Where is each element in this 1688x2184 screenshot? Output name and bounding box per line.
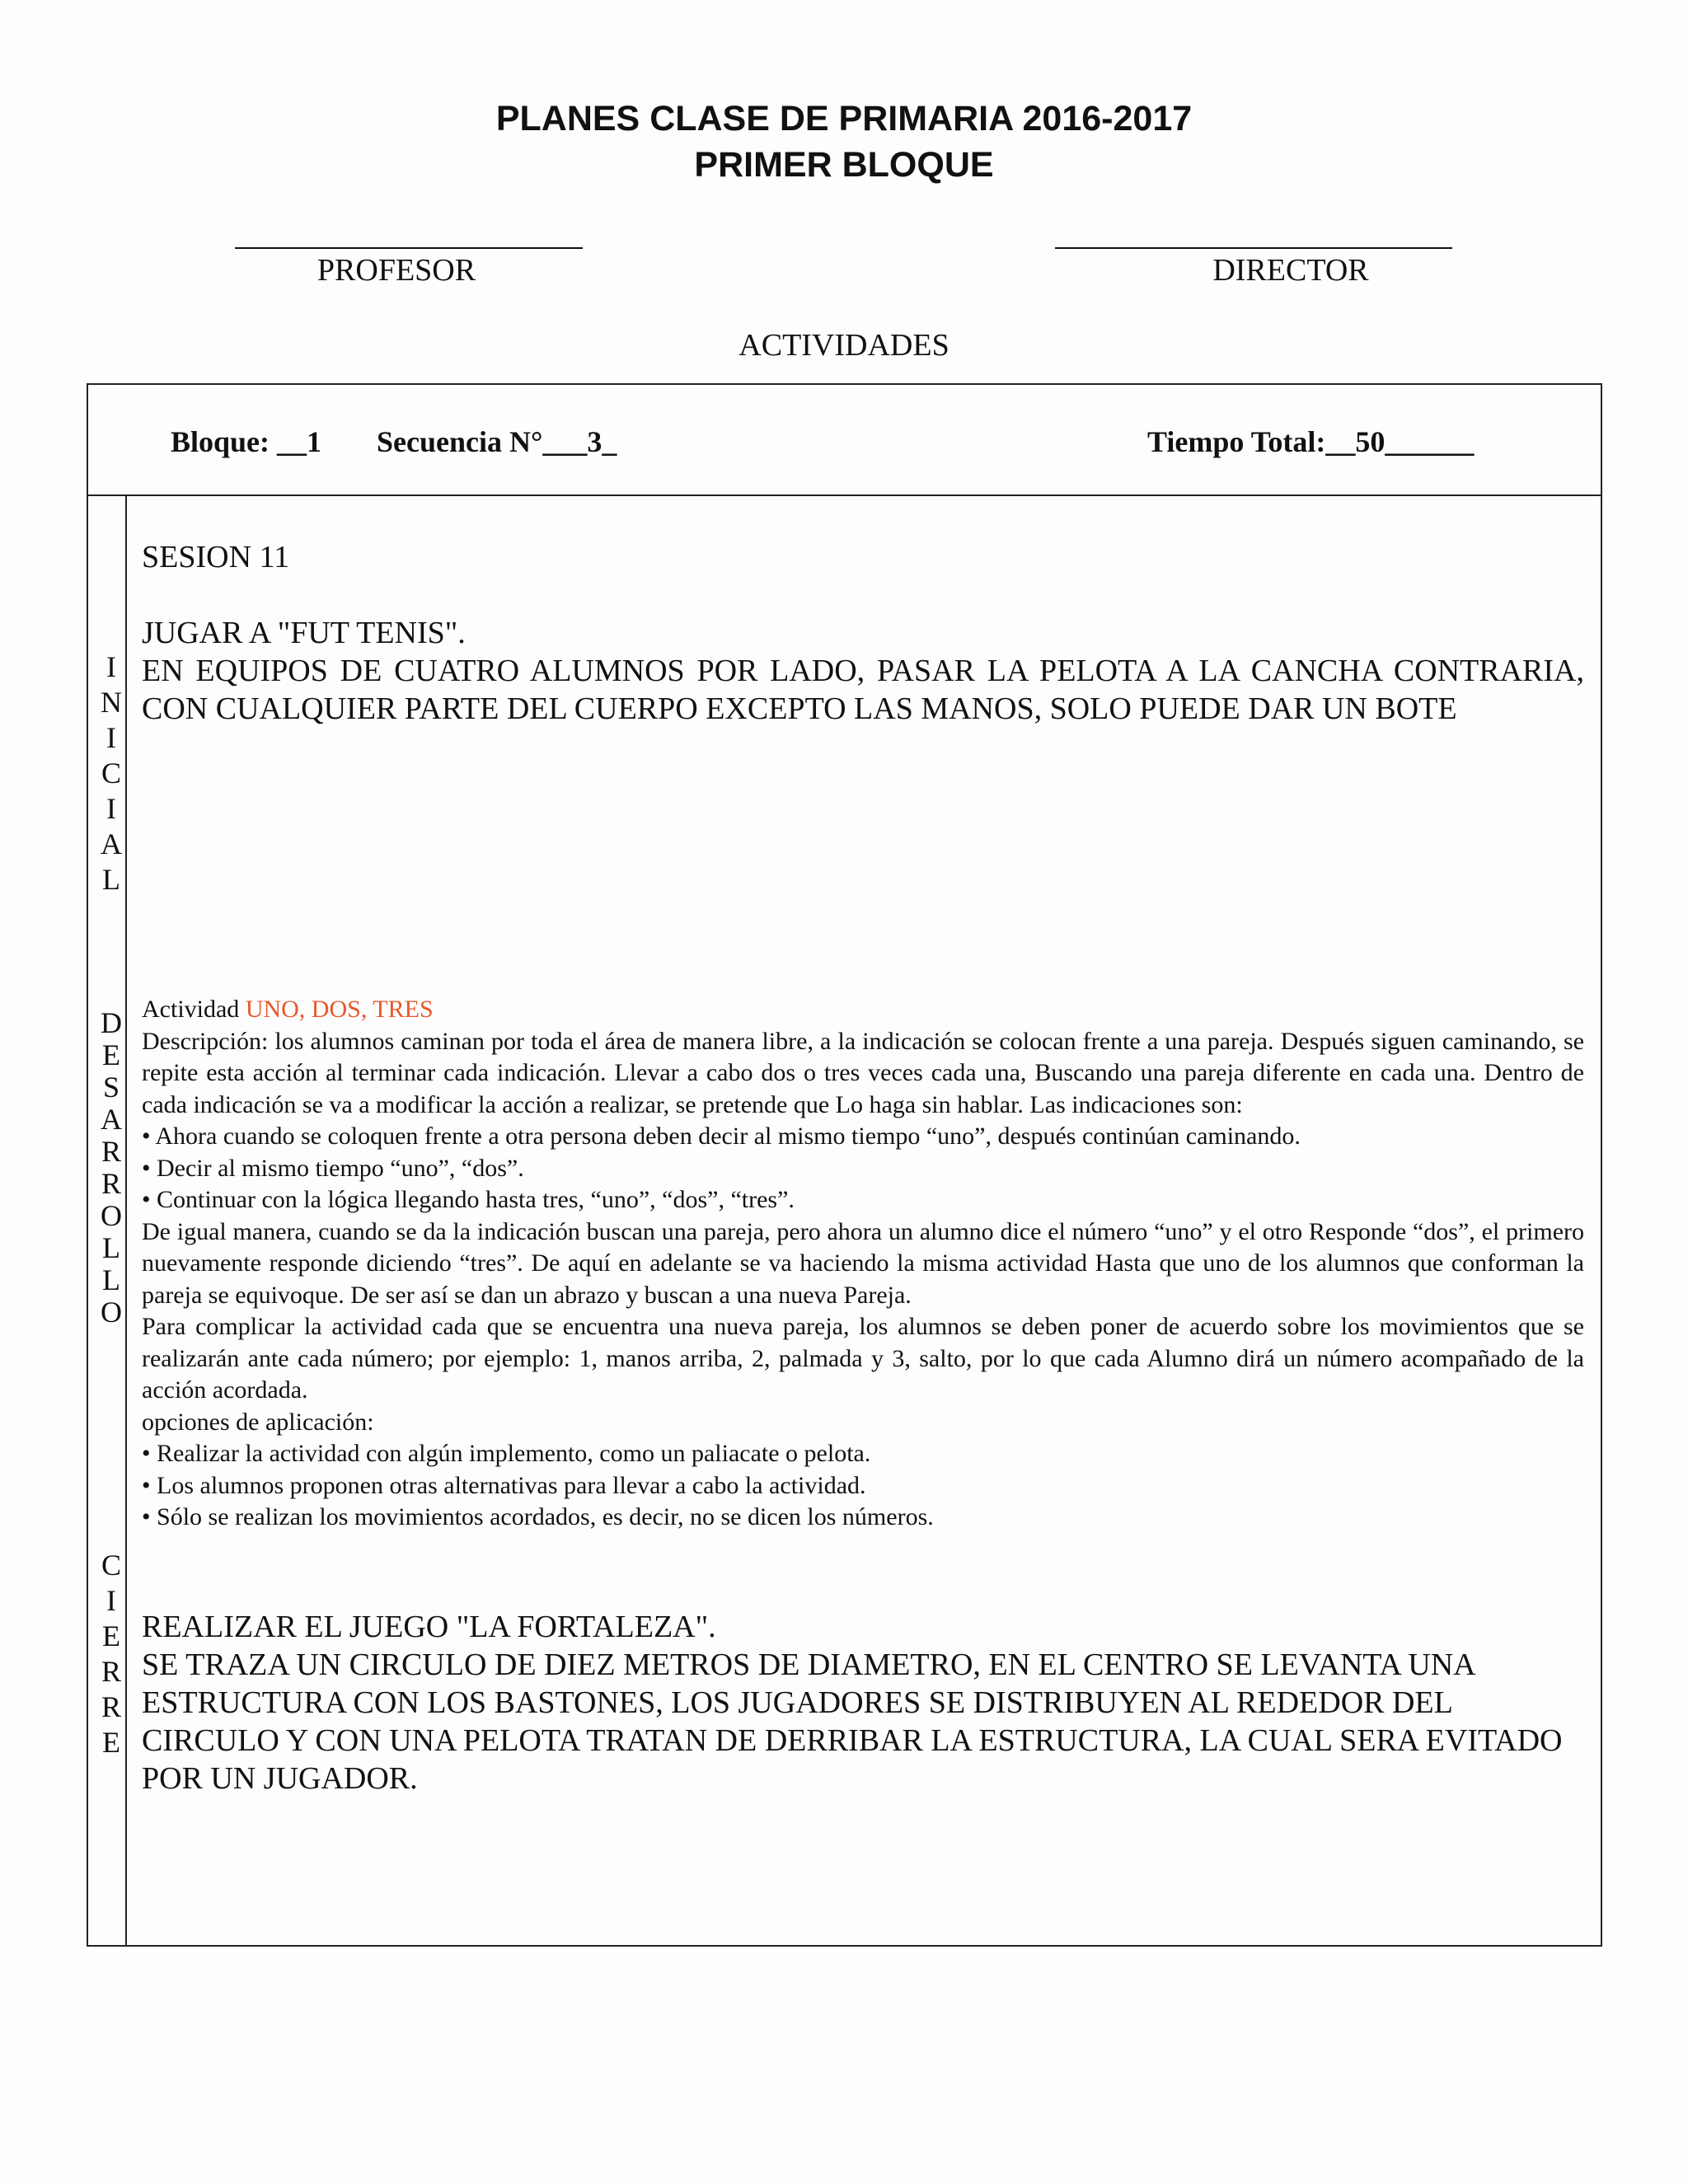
inicial-content xyxy=(142,538,1584,728)
paragraph: De igual manera, cuando se da la indicación buscan una pareja, pero ahora un alumno dice el número “uno” y el otro Responde “dos”, el primero nuevamente responde diciendo “tres”. De aquí en adelante se va haciendo la misma actividad Hasta que uno de los alumnos que conforman la pareja se equivoque. De ser así se dan un abrazo y buscan a una nueva Pareja. xyxy=(142,1217,1584,1309)
cierre-description: SE TRAZA UN CIRCULO DE DIEZ METROS DE DIAMETRO, EN EL CENTRO SE LEVANTA UNA ESTRUCTURA CON LOS BASTONES, LOS JUGADORES SE DISTRIBUYEN AL REDEDOR DEL CIRCULO Y CON UNA PELOTA TRATAN DE DERRIBAR LA ESTRUCTURA, LA CUAL SERA EVITADO POR UN JUGADOR. xyxy=(142,1647,1563,1796)
session-number: SESION 11 xyxy=(142,540,290,574)
bullet-item: • Ahora cuando se coloquen frente a otra persona deben decir al mismo tiempo “uno”, después continúan caminando. xyxy=(142,1122,1301,1150)
header-divider xyxy=(87,494,1602,496)
section-title: ACTIVIDADES xyxy=(738,328,950,363)
document-title: PLANES CLASE DE PRIMARIA 2016-2017 xyxy=(495,99,1193,138)
bullet-item: • Sólo se realizan los movimientos acordados, es decir, no se dicen los números. xyxy=(142,1503,934,1530)
tiempo-total-field: Tiempo Total:__50______ xyxy=(1147,425,1475,458)
inicial-game-title: JUGAR A "FUT TENIS". xyxy=(142,616,466,650)
teacher-label: PROFESOR xyxy=(316,253,476,288)
director-signature-line xyxy=(1055,247,1452,249)
bullet-item: • Realizar la actividad con algún implemento, como un paliacate o pelota. xyxy=(142,1440,871,1467)
inicial-description: EN EQUIPOS DE CUATRO ALUMNOS POR LADO, PASAR LA PELOTA A LA CANCHA CONTRARIA, CON CUALQUIER PARTE DEL CUERPO EXCEPTO LAS MANOS, SOLO PUEDE DAR UN BOTE xyxy=(142,654,1584,726)
cierre-content xyxy=(142,1608,1584,1797)
activity-name: UNO, DOS, TRES xyxy=(245,996,434,1023)
paragraph: Para complicar la actividad cada que se encuentra una nueva pareja, los alumnos se deben poner de acuerdo sobre los movimientos que se realizarán ante cada número; por ejemplo: 1, manos arriba, 2, palmada y 3, salto, por lo que cada Alumno dirá un número acompañado de la acción acordada. xyxy=(142,1313,1584,1404)
cierre-game-title: REALIZAR EL JUEGO "LA FORTALEZA". xyxy=(142,1610,716,1644)
document-subtitle: PRIMER BLOQUE xyxy=(694,145,994,185)
phase-label-inicial: I N I C I A L xyxy=(101,650,122,896)
options-heading: opciones de aplicación: xyxy=(142,1408,374,1436)
bullet-item: • Decir al mismo tiempo “uno”, “dos”. xyxy=(142,1154,524,1182)
phase-label-cierre: C I E R R E xyxy=(101,1549,121,1759)
desarrollo-content xyxy=(142,994,1584,1534)
teacher-signature-line xyxy=(235,247,583,249)
bullet-item: • Continuar con la lógica llegando hasta tres, “uno”, “dos”, “tres”. xyxy=(142,1186,795,1213)
bullet-item: • Los alumnos proponen otras alternativas para llevar a cabo la actividad. xyxy=(142,1471,866,1499)
phase-label-desarrollo: D E S A R R O L L O xyxy=(101,1006,122,1329)
bloque-field: Bloque: __1 xyxy=(171,425,322,458)
activity-heading: Actividad UNO, DOS, TRES xyxy=(142,996,434,1023)
phase-column-divider xyxy=(125,494,127,1947)
director-label: DIRECTOR xyxy=(1212,253,1369,288)
paragraph: Descripción: los alumnos caminan por toda el área de manera libre, a la indicación se colocan frente a una pareja. Después siguen caminando, se repite esta acción al terminar cada indicación. Llevar a cabo dos o tres veces cada una, Buscando una pareja diferente en cada una. Dentro de cada indicación se va a modificar la acción a realizar, se pretende que Lo haga sin hablar. Las indicaciones son: xyxy=(142,1027,1584,1118)
secuencia-field: Secuencia N°___3_ xyxy=(377,425,617,458)
